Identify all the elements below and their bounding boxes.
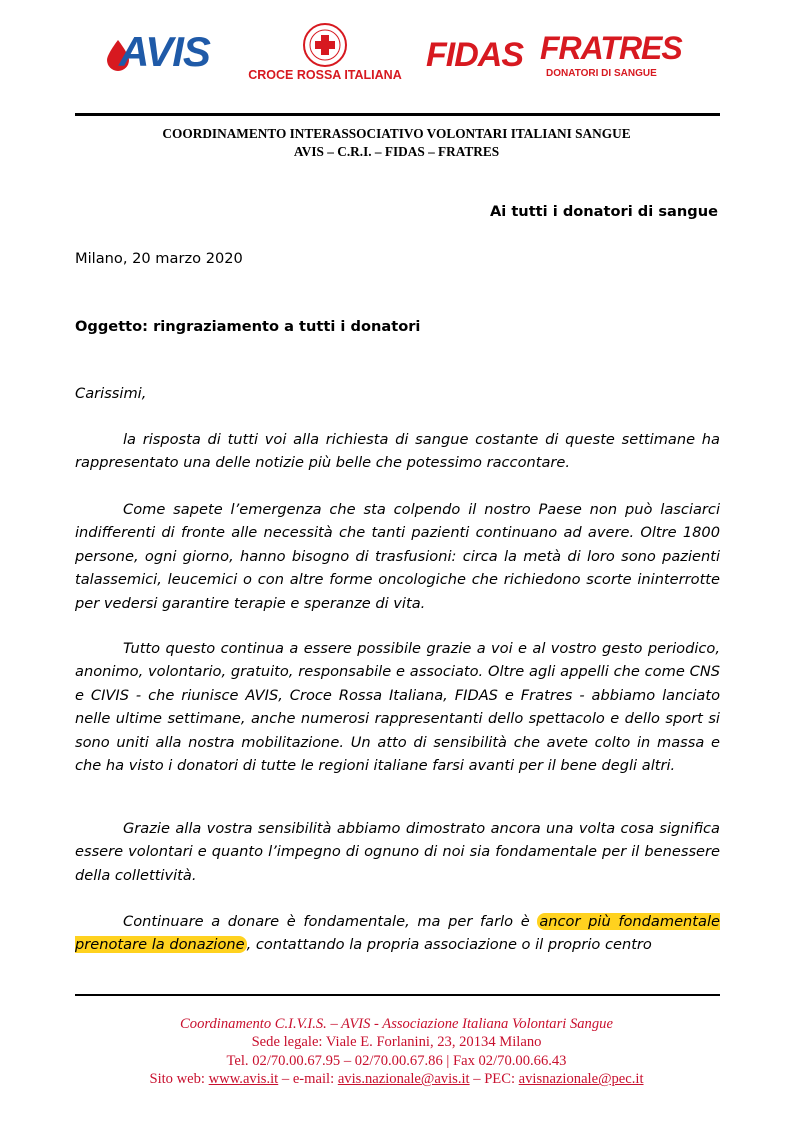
letter-greeting: Carissimi,: [75, 385, 147, 402]
cri-logo-text: CROCE ROSSA ITALIANA: [248, 68, 402, 82]
red-cross-emblem-icon: [300, 22, 350, 68]
website-link[interactable]: www.avis.it: [208, 1071, 279, 1088]
cri-logo: [240, 22, 410, 86]
email-label: – e-mail:: [278, 1071, 338, 1088]
email-link[interactable]: avis.nazionale@avis.it: [337, 1071, 470, 1088]
footer-organization: [0, 1015, 793, 1033]
logo-bar: [0, 22, 793, 92]
fidas-logo: [426, 36, 522, 76]
paragraph-4: Grazie alla vostra sensibilità abbiamo dimostrato ancora una volta cosa significa essere volontari e quanto l’impegno di ognuno di noi sia fondamentale per il benessere della collettività.: [75, 820, 720, 884]
paragraph-5: [75, 910, 720, 957]
paragraph-3: Tutto questo continua a essere possibile grazie a voi e al vostro gesto periodico, anonimo, volontario, gratuito, responsabile e associato. Oltre agli appelli che come CNS e CIVIS - che riunisce AVIS, Croce Rossa Italiana, FIDAS e Fratres - abbiamo lanciato nelle ultime settimane, anche numerosi rappresentanti dello spettacolo e dello sport si sono uniti alla nostra mobilitazione. Un atto di sensibilità che avete colto in massa e che ha visto i donatori di tutte le regioni italiane farsi avanti per il bene degli altri.: [75, 640, 720, 775]
footer-phone: Tel. 02/70.00.67.95 – 02/70.00.67.86 | Fax 02/70.00.66.43: [226, 1052, 567, 1069]
fidas-logo-text: FIDAS: [426, 36, 523, 74]
letter-subject: Oggetto: ringraziamento a tutti i donatori: [75, 318, 421, 335]
organization-header: [0, 125, 793, 161]
footer-address: Sede legale: Viale E. Forlanini, 23, 20134 Milano: [251, 1034, 542, 1051]
footer: [0, 1015, 793, 1089]
pec-label: – PEC:: [469, 1071, 519, 1088]
paragraph-1: la risposta di tutti voi alla richiesta di sangue costante di queste settimane ha rappresentato una delle notizie più belle che potessimo raccontare.: [75, 431, 720, 472]
header-divider: [75, 113, 720, 116]
fratres-logo: [540, 30, 680, 86]
paragraph-2: Come sapete l’emergenza che sta colpendo il nostro Paese non può lasciarci indifferenti di fronte alle necessità che tanti pazienti continuano ad avere. Oltre 1800 persone, ogni giorno, hanno bisogno di trasfusioni: circa la metà di loro sono pazienti talassemici, leucemici o con altre forme oncologiche che richiedono scorte ininterrotte per vedersi garantire terapie e speranze di vita.: [75, 501, 720, 612]
avis-logo: [105, 28, 225, 75]
footer-divider: [75, 994, 720, 996]
letter-date: Milano, 20 marzo 2020: [75, 250, 243, 267]
highlighted-text: ancor più fondamentale prenotare la donazione: [75, 913, 720, 954]
fratres-logo-subtitle: DONATORI DI SANGUE: [546, 68, 657, 79]
avis-logo-text: AVIS: [119, 28, 210, 75]
fratres-logo-text: FRATRES: [540, 30, 682, 66]
organization-members: AVIS – C.R.I. – FIDAS – FRATRES: [293, 144, 500, 159]
organization-name: COORDINAMENTO INTERASSOCIATIVO VOLONTARI ITALIANI SANGUE: [162, 126, 631, 141]
footer-contacts: [0, 1070, 793, 1088]
pec-link[interactable]: avisnazionale@pec.it: [518, 1071, 644, 1088]
paragraph-5-text-start: Continuare a donare è fondamentale, ma per farlo è: [123, 913, 538, 930]
site-label: Sito web:: [149, 1071, 209, 1088]
footer-organization-text: Coordinamento C.I.V.I.S. – AVIS - Associazione Italiana Volontari Sangue: [180, 1016, 613, 1032]
letter-recipient: Ai tutti i donatori di sangue: [489, 203, 718, 220]
paragraph-5-text-end: , contattando la propria associazione o il proprio centro: [246, 936, 652, 954]
